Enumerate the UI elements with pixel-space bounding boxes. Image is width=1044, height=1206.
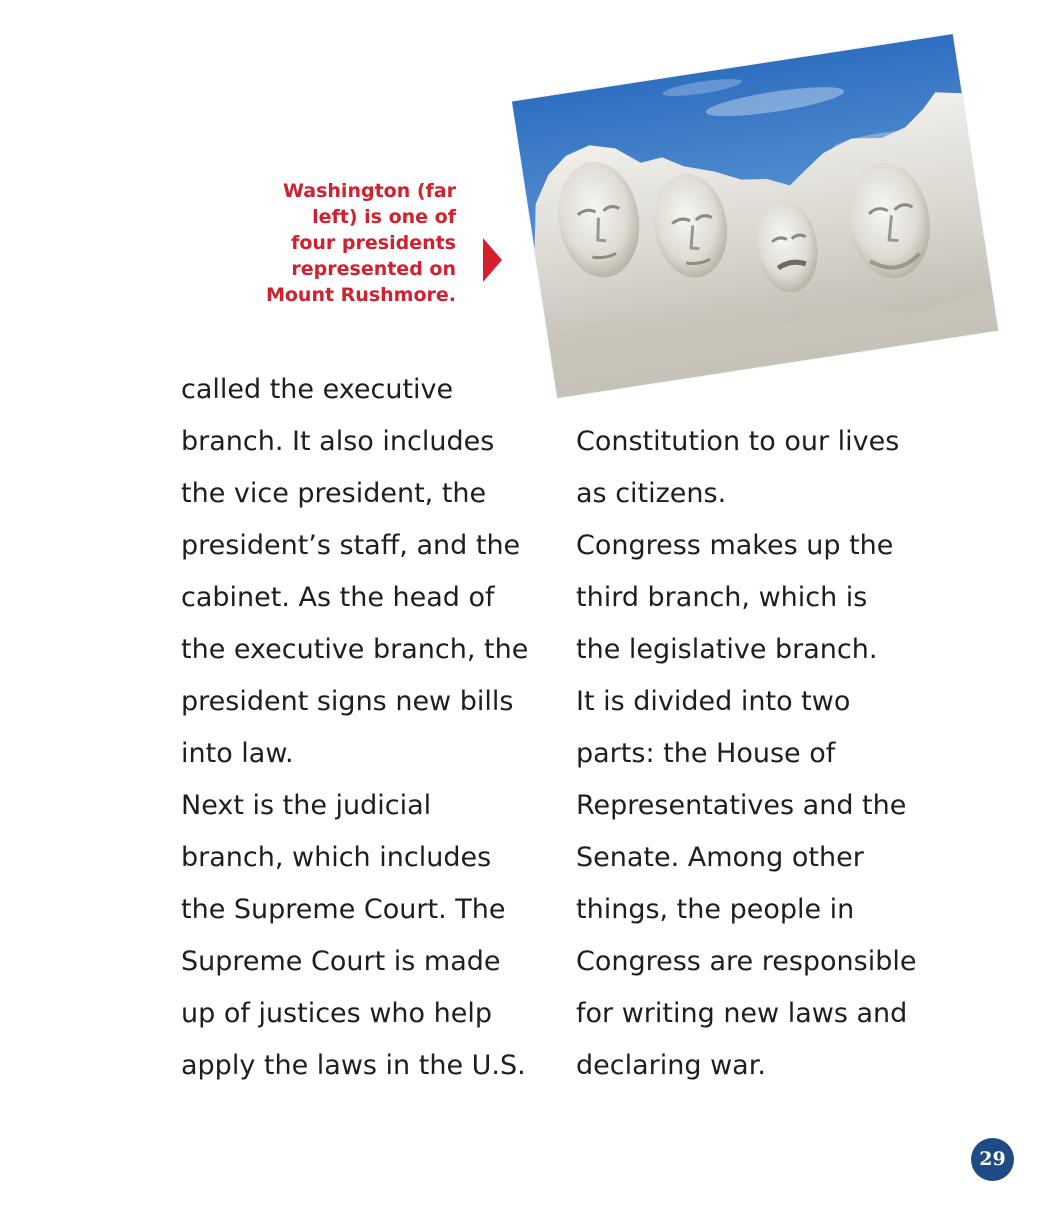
caption-line: four presidents — [291, 232, 456, 254]
text-line: Congress are responsible — [576, 946, 917, 977]
caption-pointer-icon — [483, 238, 502, 282]
text-line: things, the people in — [576, 894, 855, 925]
text-line: the executive branch, the — [181, 634, 529, 665]
caption-line: left) is one of — [312, 206, 456, 228]
text-line: up of justices who help — [181, 998, 492, 1029]
body-text-right-column — [576, 416, 916, 1092]
caption-line: Mount Rushmore. — [265, 284, 456, 306]
text-line: the Supreme Court. The — [181, 894, 506, 925]
text-line: Congress makes up the — [576, 530, 894, 561]
text-line: into law. — [181, 738, 294, 769]
text-line: called the executive — [181, 374, 454, 405]
text-line: parts: the House of — [576, 738, 836, 769]
text-line: the legislative branch. — [576, 634, 878, 665]
mount-rushmore-photo — [512, 34, 998, 398]
photo-caption — [240, 178, 456, 308]
text-line: president signs new bills — [181, 686, 514, 717]
text-line: cabinet. As the head of — [181, 582, 495, 613]
text-line: Next is the judicial — [181, 790, 432, 821]
text-line: president’s staff, and the — [181, 530, 521, 561]
text-line: Constitution to our lives — [576, 426, 900, 457]
text-line: Representatives and the — [576, 790, 907, 821]
text-line: as citizens. — [576, 478, 727, 509]
caption-line: represented on — [291, 258, 456, 280]
text-line: branch, which includes — [181, 842, 492, 873]
text-line: apply the laws in the U.S. — [181, 1050, 526, 1081]
caption-line: Washington (far — [283, 180, 456, 202]
page-number-badge: 29 — [971, 1138, 1014, 1181]
text-line: Senate. Among other — [576, 842, 864, 873]
text-line: declaring war. — [576, 1050, 766, 1081]
body-text-left-column — [181, 364, 528, 1092]
text-line: for writing new laws and — [576, 998, 908, 1029]
text-line: Supreme Court is made — [181, 946, 501, 977]
text-line: It is divided into two — [576, 686, 851, 717]
text-line: the vice president, the — [181, 478, 487, 509]
text-line: third branch, which is — [576, 582, 868, 613]
text-line: branch. It also includes — [181, 426, 495, 457]
